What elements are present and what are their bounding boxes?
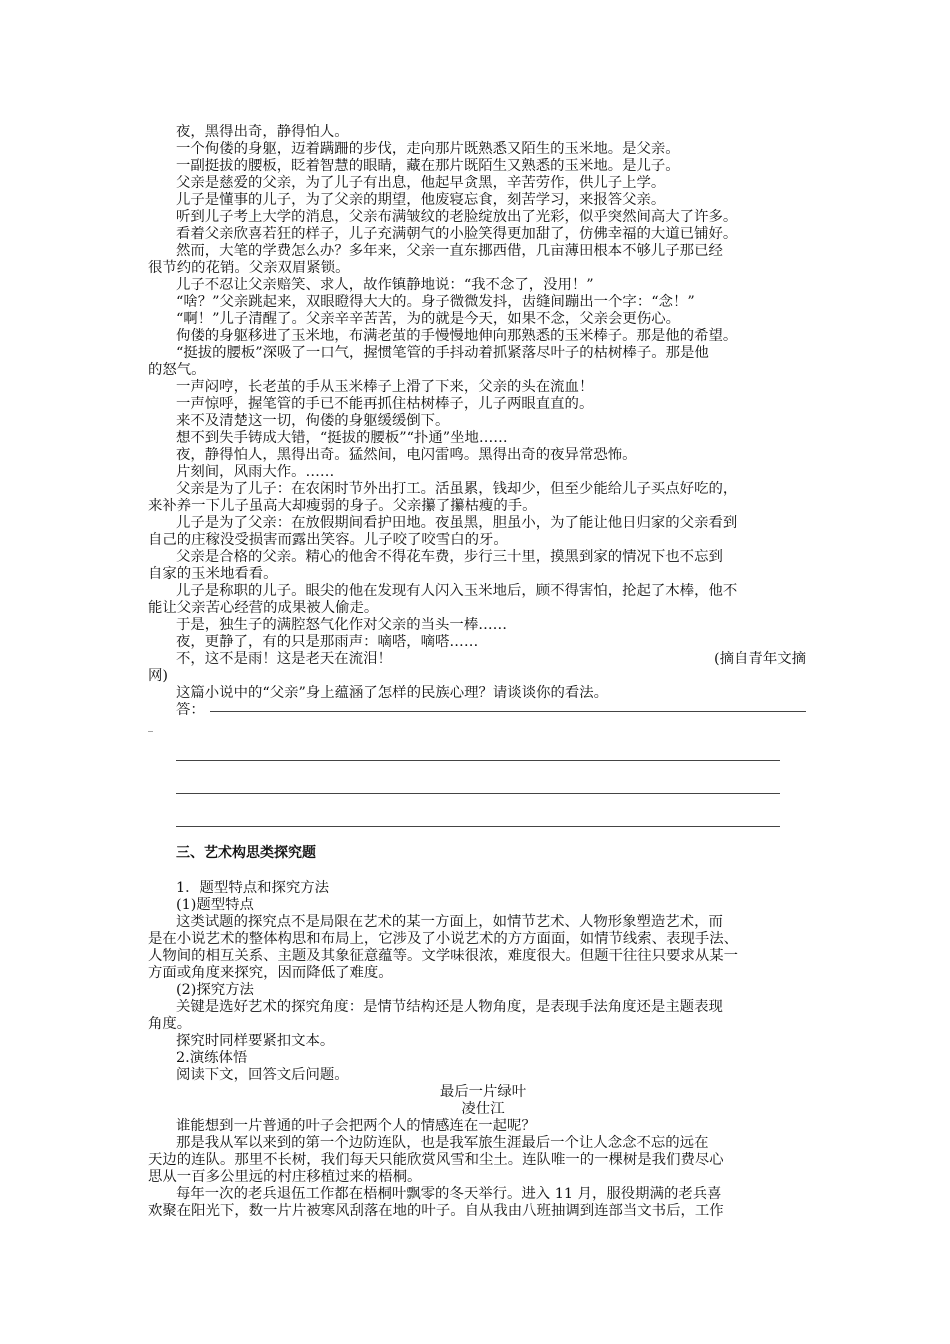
answer-label: 答： <box>176 702 205 718</box>
story1-line: “啊！”儿子清醒了。父亲辛辛苦苦，为的就是今天，如果不念，父亲会更伤心。 <box>176 311 680 327</box>
story1-line: 很节约的花销。父亲双眉紧锁。 <box>148 260 350 276</box>
story1-line: 儿子不忍让父亲赔笑、求人，故作镇静地说：“我不念了，没用！” <box>176 277 594 293</box>
story2-line: 谁能想到一片普通的叶子会把两个人的情感连在一起呢？ <box>176 1118 536 1134</box>
answer-dash: _ <box>148 721 153 732</box>
story1-line: “挺拔的腰板”深吸了一口气，握惯笔管的手抖动着抓紧落尽叶子的枯树棒子。那是他 <box>176 345 709 361</box>
story1-line: 父亲是慈爱的父亲，为了儿子有出息，他起早贪黑，辛苦劳作，供儿子上学。 <box>176 175 666 191</box>
story1-line: 夜，静得怕人，黑得出奇。猛然间，电闪雷鸣。黑得出奇的夜异常恐怖。 <box>176 447 637 463</box>
instruction: 阅读下文，回答文后问题。 <box>176 1067 349 1083</box>
story1-line: 听到儿子考上大学的消息，父亲布满皱纹的老脸绽放出了光彩，似乎突然间高大了许多。 <box>176 209 738 225</box>
story1-line: 自家的玉米地看看。 <box>148 566 278 582</box>
story-title: 最后一片绿叶 <box>439 1084 527 1100</box>
answer-line[interactable] <box>210 711 806 712</box>
story-author: 凌仕江 <box>461 1101 505 1117</box>
story1-line: 来不及清楚这一切，佝偻的身躯缓缓倒下。 <box>176 413 450 429</box>
story1-line: 看着父亲欣喜若狂的样子，儿子充满朝气的小脸笑得更加甜了，仿佛幸福的大道已铺好。 <box>176 226 738 242</box>
story1-line: 想不到失手铸成大错，“挺拔的腰板”“扑通”坐地…… <box>176 430 508 446</box>
question-text: 这篇小说中的“父亲”身上蕴涵了怎样的民族心理？请谈谈你的看法。 <box>176 685 609 701</box>
subheading: 1．题型特点和探究方法 <box>176 880 330 896</box>
story1-last-line <box>176 651 806 668</box>
story2-line: 思从一百多公里远的村庄移植过来的梧桐。 <box>148 1169 422 1185</box>
story1-last-text: 不，这不是雨！这是老天在流泪！ <box>176 651 392 667</box>
subheading: 2.演练体悟 <box>176 1050 248 1066</box>
section-heading: 三、艺术构思类探究题 <box>176 845 316 861</box>
story1-line: 儿子是为了父亲：在放假期间看护田地。夜虽黑，胆虽小，为了能让他日归家的父亲看到 <box>176 515 738 531</box>
story1-line: 一副挺拔的腰板，眨着智慧的眼睛，藏在那片既陌生又熟悉的玉米地。是儿子。 <box>176 158 680 174</box>
source-citation: (摘自青年文摘 <box>714 651 806 667</box>
subheading: (1)题型特点 <box>176 897 254 913</box>
paragraph-line: 角度。 <box>148 1016 192 1032</box>
paragraph-line: 探究时同样要紧扣文本。 <box>176 1033 335 1049</box>
subheading: (2)探究方法 <box>176 982 254 998</box>
answer-line[interactable] <box>176 760 780 761</box>
paragraph-line: 这类试题的探究点不是局限在艺术的某一方面上，如情节艺术、人物形象塑造艺术，而 <box>176 914 723 930</box>
paragraph-line: 关键是选好艺术的探究角度：是情节结构还是人物角度，是表现手法角度还是主题表现 <box>176 999 723 1015</box>
story2-line: 欢聚在阳光下，数一片片被寒风刮落在地的叶子。自从我由八班抽调到连部当文书后，工作 <box>148 1203 724 1219</box>
story1-line: 能让父亲苦心经营的成果被人偷走。 <box>148 600 379 616</box>
story2-line: 天边的连队。那里不长树，我们每天只能欣赏风雪和尘土。连队唯一的一棵树是我们费尽心 <box>148 1152 724 1168</box>
story1-line: 儿子是称职的儿子。眼尖的他在发现有人闪入玉米地后，顾不得害怕，抡起了木棒，他不 <box>176 583 738 599</box>
paragraph-line: 是在小说艺术的整体构思和布局上，它涉及了小说艺术的方方面面，如情节线索、表现手法、 <box>148 931 739 947</box>
story1-line: 儿子是懂事的儿子，为了父亲的期望，他废寝忘食，刻苦学习，来报答父亲。 <box>176 192 666 208</box>
story1-line: 一声惊呼，握笔管的手已不能再抓住枯树棒子，儿子两眼直直的。 <box>176 396 594 412</box>
story1-line: 夜，黑得出奇，静得怕人。 <box>176 124 349 140</box>
story2-line: 每年一次的老兵退伍工作都在梧桐叶飘零的冬天举行。进入 11 月，服役期满的老兵喜 <box>176 1186 722 1202</box>
story1-line: 夜，更静了，有的只是那雨声：嘀嗒，嘀嗒…… <box>176 634 479 650</box>
story2-line: 那是我从军以来到的第一个边防连队，也是我军旅生涯最后一个让人念念不忘的远在 <box>176 1135 709 1151</box>
paragraph-line: 方面或角度来探究，因而降低了难度。 <box>148 965 393 981</box>
story1-line: 父亲是合格的父亲。精心的他舍不得花车费，步行三十里，摸黑到家的情况下也不忘到 <box>176 549 723 565</box>
story1-line: 的怒气。 <box>148 362 206 378</box>
story1-line: 佝偻的身躯移进了玉米地，布满老茧的手慢慢地伸向那熟悉的玉米棒子。那是他的希望。 <box>176 328 738 344</box>
story1-line: 于是，独生子的满腔怒气化作对父亲的当头一棒…… <box>176 617 507 633</box>
story1-line: “啥？”父亲跳起来，双眼瞪得大大的。身子微微发抖，齿缝间蹦出一个字：“念！” <box>176 294 695 310</box>
story1-line: 片刻间，风雨大作。…… <box>176 464 335 480</box>
story1-line: 一声闷哼，长老茧的手从玉米棒子上滑了下来，父亲的头在流血！ <box>176 379 594 395</box>
story1-line: 父亲是为了儿子：在农闲时节外出打工。活虽累，钱却少，但至少能给儿子买点好吃的， <box>176 481 738 497</box>
answer-line[interactable] <box>176 793 780 794</box>
story1-line: 来补养一下儿子虽高大却瘦弱的身子。父亲攥了攥枯瘦的手。 <box>148 498 537 514</box>
story1-line: 自己的庄稼没受损害而露出笑容。儿子咬了咬雪白的牙。 <box>148 532 508 548</box>
story1-line: 一个佝偻的身躯，迈着蹒跚的步伐，走向那片既熟悉又陌生的玉米地。是父亲。 <box>176 141 680 157</box>
answer-line[interactable] <box>176 826 780 827</box>
paragraph-line: 人物间的相互关系、主题及其象征意蕴等。文学味很浓，难度很大。但题干往往只要求从某一 <box>148 948 739 964</box>
story1-line: 然而，大笔的学费怎么办？多年来，父亲一直东挪西借，几亩薄田根本不够儿子那已经 <box>176 243 723 259</box>
source-citation-cont: 网) <box>148 668 169 684</box>
